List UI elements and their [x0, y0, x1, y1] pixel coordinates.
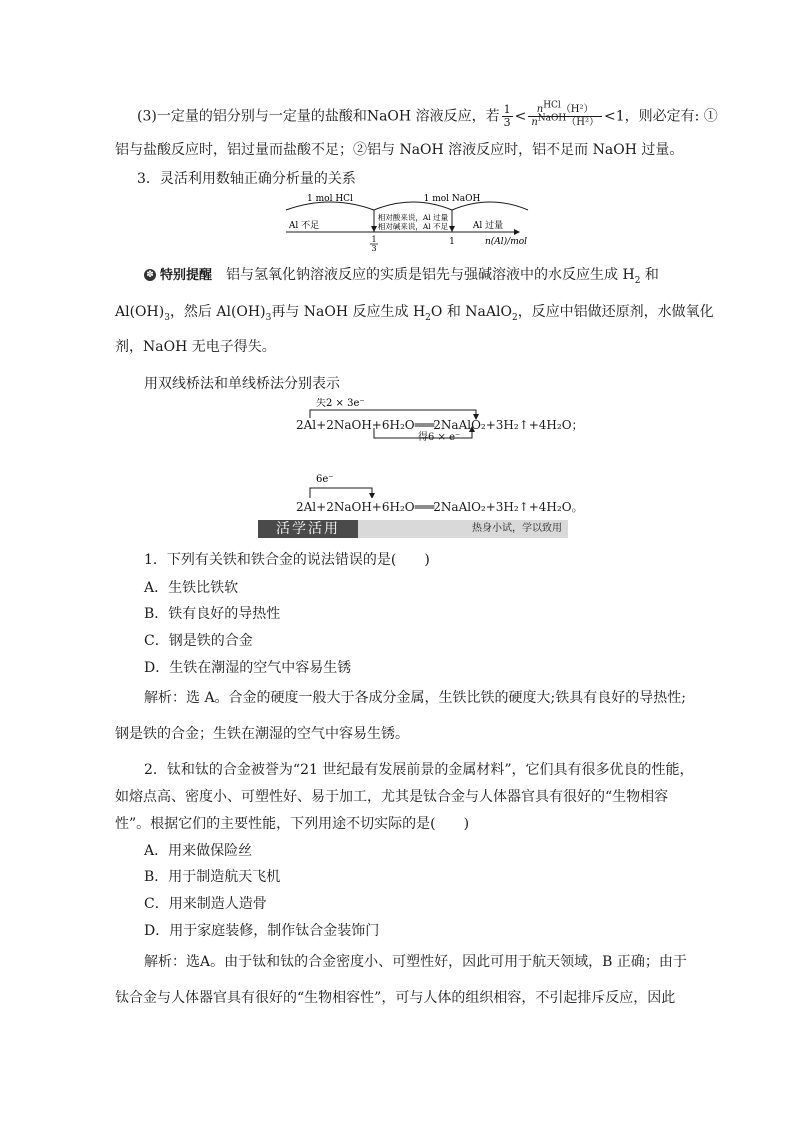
- tip-line1: ✽ 特别提醒 铝与氢氧化钠溶液反应的实质是铝先与强碱溶液中的水反应生成 $H_2$ 和: [144, 265, 659, 286]
- gain-label: 得6 × e⁻: [418, 432, 461, 443]
- ratio-hcl-naoh: $\frac{n^{HCl}(H^2)}{n^{NaOH}(H^2)}$: [528, 104, 602, 129]
- practice-banner: [258, 520, 568, 538]
- q2-stem-line3: 性”。根据它们的主要性能，下列用途不切实际的是( ): [115, 816, 470, 832]
- para3-tail: <1，则必定有: ①: [603, 108, 718, 125]
- q2-option-b: B．用于制造航天飞机: [144, 869, 281, 885]
- tick-one-arrow: [449, 226, 455, 232]
- para3-line1: [137, 100, 718, 129]
- q1-option-d: D．生铁在潮湿的空气中容易生锈: [144, 660, 352, 676]
- fraction-one-third: $\frac{1}{3}$: [503, 103, 511, 129]
- electrons-label: 6e⁻: [316, 474, 334, 485]
- number-axis-diagram: [280, 190, 540, 252]
- electron-bridge: [310, 488, 372, 498]
- label-al-excess: Al 过量: [472, 221, 504, 231]
- q2-stem-line2: 如熔点高、密度小、可塑性好、易于加工，尤其是钛合金与人体器官具有很好的“生物相容: [115, 789, 669, 805]
- equation-2: 2Al+2NaOH+6H₂O═══2NaAlO₂+3H₂↑+4H₂O。: [296, 500, 584, 514]
- label-mid-top: 相对酸来说，Al 过量: [377, 213, 449, 222]
- axis-label: n(Al)/mol: [484, 237, 528, 247]
- label-mid-bottom: 相对碱来说，Al 不足: [377, 222, 449, 231]
- less-than: <: [514, 108, 527, 125]
- q1-answer-line1: 解析：选 A。合金的硬度一般大于各成分金属，生铁比铁的硬度大;铁具有良好的导热性;: [144, 690, 686, 706]
- axis-arrow: [514, 229, 520, 235]
- label-al-short: Al 不足: [288, 221, 320, 231]
- tick-label-one: 1: [449, 237, 455, 247]
- q2-option-d: D．用于家庭装修，制作钛合金装饰门: [144, 923, 380, 939]
- equation-1: 2Al+2NaOH+6H₂O═══2NaAlO₂+3H₂↑+4H₂O；: [296, 418, 584, 432]
- q2-option-a: A．用来做保险丝: [144, 843, 253, 859]
- q1-answer-line2: 钢是铁的合金；生铁在潮湿的空气中容易生锈。: [115, 726, 409, 742]
- single-bridge-line: [296, 472, 416, 498]
- banner-subtitle: 热身小试，学以致用: [472, 523, 562, 534]
- q1-stem: 1．下列有关铁和铁合金的说法错误的是( ): [144, 552, 430, 568]
- label-naoh: 1 mol NaOH: [423, 194, 481, 204]
- tip-line2: $Al(OH)_3$，然后 $Al(OH)_3$再与 NaOH 反应生成 $H_2O$ 和 NaAlO$_2$，反应中铝做还原剂，水做氧化: [115, 304, 714, 323]
- tick-label-third-num: 1: [371, 235, 377, 244]
- tip-title: 特别提醒: [160, 268, 213, 283]
- tip-line3: 剂，NaOH 无电子得失。: [115, 339, 276, 355]
- tick-one-third-arrow: [371, 226, 377, 232]
- q2-option-c: C．用来制造人造骨: [144, 896, 267, 912]
- q1-option-a: A．生铁比铁软: [144, 580, 239, 596]
- q2-answer-line1: 解析：选A。由于钛和钛的合金密度小、可塑性好，因此可用于航天领域，B 正确；由于: [144, 954, 687, 970]
- para3-line2: 铝与盐酸反应时，铝过量而盐酸不足；②铝与 NaOH 溶液反应时，铝不足而 NaOH 过量。: [115, 142, 684, 158]
- section-heading-3: 3．灵活利用数轴正确分析量的关系: [137, 171, 356, 187]
- q2-answer-line2: 钛合金与人体器官具有很好的“生物相容性”，可与人体的组织相容，不引起排斥反应，因此: [115, 990, 676, 1006]
- lose-label: 失2 × 3e⁻: [316, 398, 365, 409]
- q1-option-b: B．铁有良好的导热性: [144, 606, 281, 622]
- q1-option-c: C．钢是铁的合金: [144, 633, 253, 649]
- para3-lead: (3)一定量的铝分别与一定量的盐酸和NaOH 溶液反应，若: [137, 108, 500, 125]
- q2-stem-line1: 2．钛和钛的合金被誉为“21 世纪最有发展前景的金属材料”，它们具有很多优良的性能，: [144, 762, 694, 778]
- tip-gear-icon: ✽: [144, 269, 156, 281]
- banner-title: 活学活用: [258, 520, 358, 538]
- tick-label-third-den: 3: [371, 244, 377, 252]
- bridge-intro: 用双线桥法和单线桥法分别表示: [144, 376, 340, 392]
- label-hcl: 1 mol HCl: [307, 194, 353, 204]
